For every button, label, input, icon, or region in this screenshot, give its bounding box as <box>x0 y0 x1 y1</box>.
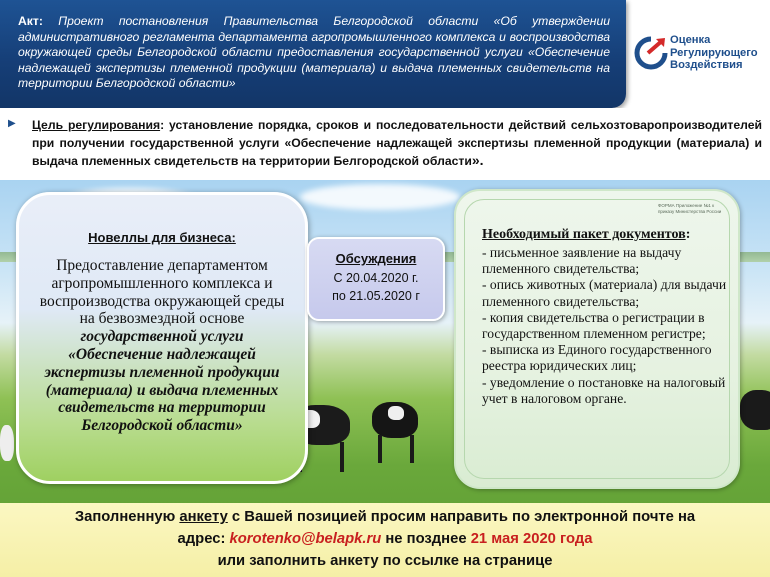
novels-body <box>37 257 287 435</box>
documents-stamp: ФОРМА Приложение №1 к приказу Министерства России <box>658 203 722 214</box>
footer-line-2 <box>0 531 770 547</box>
act-text: Проект постановления Правительства Белгородской области «Об утверждении административного регламента департамента агропромышленного комплекса и воспроизводства окружающей среды Белгородской области предоставления государственной услуги «Обеспечение надлежащей экспертизы племенной продукции (материала) и выдача племенных свидетельств на территории Белгородской области» <box>18 14 611 90</box>
act-label: Акт: <box>18 14 43 28</box>
documents-list <box>482 245 732 407</box>
discussion-title: Обсуждения <box>335 251 417 266</box>
logo-line-1: Оценка <box>670 34 711 46</box>
orv-logo <box>632 14 764 82</box>
footer-line2-b: не позднее <box>381 531 471 547</box>
documents-title-colon: : <box>685 227 691 242</box>
documents-title <box>482 227 732 243</box>
orv-logo-icon <box>634 36 668 70</box>
deadline-date: 21 мая 2020 года <box>470 531 593 547</box>
goal-section <box>0 108 770 180</box>
document-item: - опись животных (материала) для выдачи племенного свидетельства; <box>482 277 727 309</box>
document-item: - уведомление о постановке на налоговый учет в налоговом органе. <box>482 374 726 406</box>
footer-line1-b: с Вашей позицией просим направить по электронной почте на <box>227 509 696 525</box>
logo-text <box>670 34 764 72</box>
act-banner <box>0 0 626 108</box>
footer-band <box>0 503 770 577</box>
footer-line-1 <box>0 509 770 525</box>
documents-title-text: Необходимый пакет документов <box>482 227 686 242</box>
footer-line-3: или заполнить анкету по ссылке на странице <box>217 553 553 569</box>
footer-line2-a: адрес: <box>177 531 230 547</box>
discussion-from: С 20.04.2020 г. <box>333 271 419 285</box>
novels-title: Новеллы для бизнеса: <box>88 230 236 245</box>
logo-line-2: Регулирующего <box>670 46 758 59</box>
email-link[interactable]: korotenko@belapk.ru <box>229 531 382 547</box>
discussion-card <box>307 237 445 321</box>
novels-card <box>16 192 308 484</box>
bullet-arrow-icon: ▶ <box>8 118 16 129</box>
footer-line1-a: Заполненную <box>74 509 180 525</box>
novels-service: государственной услуги «Обеспечение надлежащей экспертизы племенной продукции (материала) и выдача племенных свидетельств на территории Белгородской области» <box>44 328 280 435</box>
goal-body: установление порядка, сроков и последовательности действий сельхозтоваропроизводителей при получении государственной услуги «Обеспечение надлежащей экспертизы племенной продукции (материала) и выдача племенных свидетельств на территории Белгородской области <box>32 118 762 168</box>
discussion-to: по 21.05.2020 г <box>332 289 420 303</box>
documents-card <box>454 189 740 489</box>
novels-text: Предоставление департаментом агропромышленного комплекса и воспроизводства окружающей среды на безвозмездной основе <box>39 257 285 328</box>
goal-label: Цель регулирования <box>32 118 161 132</box>
goal-colon: : <box>160 118 165 132</box>
act-description <box>18 14 610 92</box>
goal-tail: ». <box>471 152 484 168</box>
document-item: - письменное заявление на выдачу племенного свидетельства; <box>482 245 682 277</box>
survey-link[interactable]: анкету <box>179 509 228 525</box>
document-item: - копия свидетельства о регистрации в государственном племенном регистре; <box>482 309 706 342</box>
goal-text <box>32 117 762 171</box>
logo-line-3: Воздействия <box>670 59 743 71</box>
document-item: - выписка из Единого государственного реестра юридических лиц; <box>482 342 712 374</box>
